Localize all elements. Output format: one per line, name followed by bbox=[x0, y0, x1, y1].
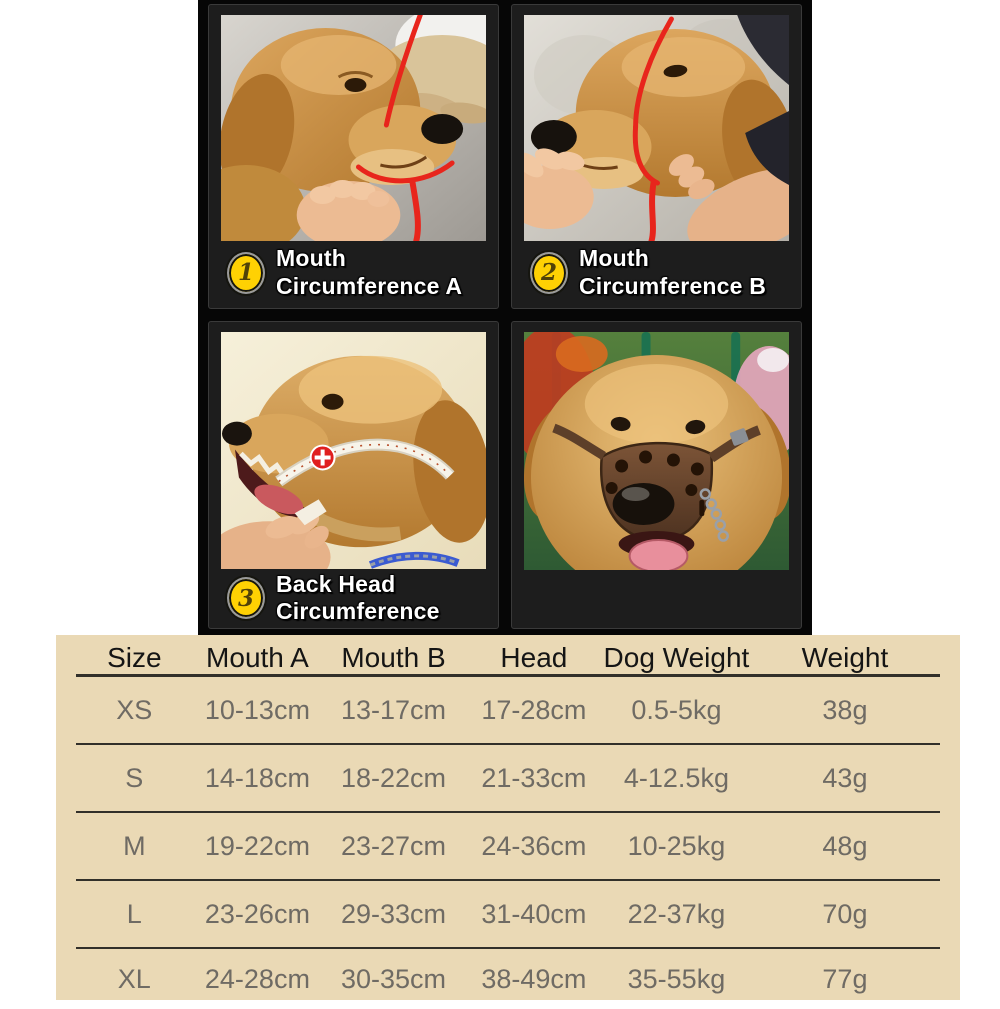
col-header-size: Size bbox=[76, 641, 193, 676]
caption-line2: Circumference A bbox=[276, 272, 463, 299]
guide-card-back-head bbox=[208, 321, 499, 629]
step-2-number: 2 bbox=[540, 259, 557, 286]
cell-weight: 43g bbox=[750, 744, 940, 812]
tongue bbox=[630, 540, 688, 570]
guide-card-mouth-a bbox=[208, 4, 499, 309]
cell-weight: 48g bbox=[750, 812, 940, 880]
caption-line2: Circumference B bbox=[579, 272, 767, 299]
cell-head: 31-40cm bbox=[465, 880, 603, 948]
dog-photo-1 bbox=[221, 15, 486, 241]
guide-card-mouth-b bbox=[511, 4, 802, 309]
cell-head: 38-49cm bbox=[481, 963, 587, 994]
dog-photo-2 bbox=[524, 15, 789, 241]
caption-text bbox=[579, 245, 766, 299]
col-header-head: Head bbox=[465, 641, 603, 676]
cell-mouth-b: 18-22cm bbox=[322, 744, 465, 812]
cell-mouth-b: 30-35cm bbox=[340, 963, 447, 994]
col-header-mouth-b: Mouth B bbox=[322, 641, 465, 676]
cell-size: XL bbox=[117, 963, 151, 994]
step-1-number: 1 bbox=[237, 259, 254, 286]
dog-nose bbox=[531, 120, 577, 154]
step-3-number: 3 bbox=[237, 584, 254, 612]
cell-mouth-b: 29-33cm bbox=[322, 880, 465, 948]
step-3-badge bbox=[227, 577, 265, 619]
cell-dog-weight: 35-55kg bbox=[627, 963, 726, 994]
caption-back-head bbox=[221, 569, 486, 625]
guide-card-muzzle-result bbox=[511, 321, 802, 629]
caption-mouth-b bbox=[524, 241, 789, 302]
cell-weight: 70g bbox=[750, 880, 940, 948]
cell-mouth-a: 19-22cm bbox=[193, 812, 323, 880]
dog-measure-mouth-b-photo bbox=[524, 15, 789, 241]
col-header-weight: Weight bbox=[750, 641, 940, 676]
caption-line1: Back Head bbox=[276, 571, 396, 598]
col-header-dog-weight: Dog Weight bbox=[603, 641, 750, 676]
caption-line1: Mouth bbox=[276, 245, 346, 272]
step-2-badge bbox=[530, 252, 568, 294]
table-row-l bbox=[76, 880, 940, 948]
cell-dog-weight: 22-37kg bbox=[603, 880, 750, 948]
cell-dog-weight: 10-25kg bbox=[603, 812, 750, 880]
dog-measure-back-head-photo bbox=[221, 332, 486, 569]
cell-head: 24-36cm bbox=[465, 812, 603, 880]
dog-eye bbox=[345, 78, 367, 92]
caption-text bbox=[276, 245, 462, 299]
cell-size: L bbox=[76, 880, 193, 948]
size-chart bbox=[56, 635, 960, 1000]
table-row-xs bbox=[76, 676, 940, 745]
caption-mouth-a bbox=[221, 241, 486, 302]
measurement-guide-panel bbox=[198, 0, 812, 635]
table-row-m bbox=[76, 812, 940, 880]
cell-mouth-a: 23-26cm bbox=[193, 880, 323, 948]
dog-eye bbox=[322, 394, 344, 410]
cell-mouth-a: 24-28cm bbox=[204, 963, 310, 994]
cell-weight: 38g bbox=[750, 676, 940, 745]
caption-empty bbox=[524, 570, 789, 622]
cell-dog-weight: 0.5-5kg bbox=[603, 676, 750, 745]
caption-line2: Circumference bbox=[276, 598, 440, 625]
caption-text bbox=[276, 571, 440, 625]
col-header-mouth-a: Mouth A bbox=[193, 641, 323, 676]
dog-nose bbox=[421, 114, 463, 144]
dog-photo-4 bbox=[524, 332, 789, 570]
cell-head: 21-33cm bbox=[465, 744, 603, 812]
table-row-s bbox=[76, 744, 940, 812]
size-chart-table bbox=[76, 641, 940, 1009]
dog-measure-mouth-a-photo bbox=[221, 15, 486, 241]
cell-dog-weight: 4-12.5kg bbox=[603, 744, 750, 812]
cell-head: 17-28cm bbox=[465, 676, 603, 745]
dog-wearing-muzzle-photo bbox=[524, 332, 789, 570]
cross-marker-icon bbox=[311, 446, 335, 470]
cell-mouth-b: 23-27cm bbox=[322, 812, 465, 880]
cell-mouth-a: 14-18cm bbox=[193, 744, 323, 812]
cell-mouth-b: 13-17cm bbox=[322, 676, 465, 745]
dog-nose bbox=[222, 422, 252, 446]
caption-line1: Mouth bbox=[579, 245, 649, 272]
dog-photo-3 bbox=[221, 332, 486, 569]
cell-size: S bbox=[76, 744, 193, 812]
cell-size: XS bbox=[76, 676, 193, 745]
cell-mouth-a: 10-13cm bbox=[193, 676, 323, 745]
step-1-badge bbox=[227, 252, 265, 294]
cell-size: M bbox=[76, 812, 193, 880]
cell-weight: 77g bbox=[822, 963, 868, 994]
header-row bbox=[76, 641, 940, 676]
